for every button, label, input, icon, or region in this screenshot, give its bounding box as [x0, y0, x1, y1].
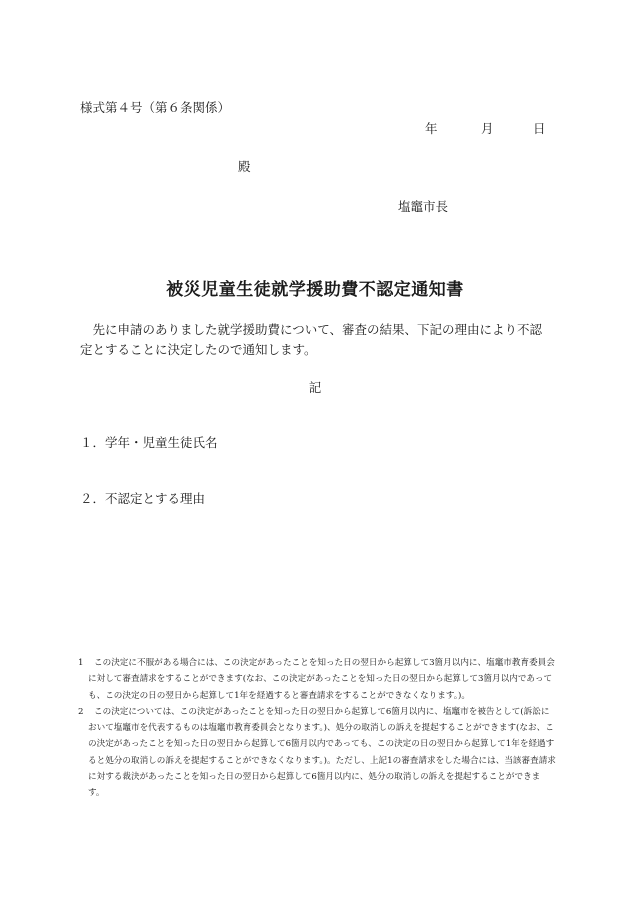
item-reason: ２．不認定とする理由: [80, 491, 206, 506]
note-text: この決定については、この決定があったことを知った日の翌日から起算して6箇月以内に、塩竈市を被告として(訴訟において塩竈市を代表するものは塩竈市教育委員会となります。)、処分の取消しの訴えを提起することができます(なお、この決定があったことを知った日の翌日から起算して6箇月以内であっても、この決定の日の翌日から起算して1年を経過すると処分の取消しの訴えを提起することができなくなります。)。ただし、上記1の審査請求をした場合には、当該審査請求に対する裁決があったことを知った日の翌日から起算して6箇月以内に、処分の取消しの訴えを提起することができます。: [88, 706, 556, 799]
note-number: 2: [78, 706, 84, 717]
ki-heading: 記: [308, 380, 322, 395]
document-title: 被災児童生徒就学援助費不認定通知書: [166, 280, 464, 300]
note-item: [78, 704, 556, 802]
body-text: 先に申請のありました就学援助費について、審査の結果、下記の理由により不認定とすることに決定したので通知します。: [80, 322, 543, 357]
item-student-name: １．学年・児童生徒氏名: [80, 435, 218, 450]
date-month-label: 月: [481, 121, 494, 136]
date-year-label: 年: [425, 121, 438, 136]
note-item: [78, 655, 556, 704]
notes-section: [78, 655, 556, 802]
issuer: 塩竈市長: [398, 199, 449, 214]
form-number: 様式第４号（第６条関係）: [80, 100, 231, 115]
addressee-suffix: 殿: [238, 159, 251, 174]
date-day-label: 日: [533, 121, 546, 136]
note-number: 1: [78, 658, 84, 668]
note-text: この決定に不服がある場合には、この決定があったことを知った日の翌日から起算して3箇月以内に、塩竈市教育委員会に対して審査請求をすることができます(なお、この決定があったことを知った日の翌日から起算して3箇月以内であっても、この決定の日の翌日から起算して1年を経過すると審査請求をすることができなくなります。)。: [88, 658, 555, 701]
